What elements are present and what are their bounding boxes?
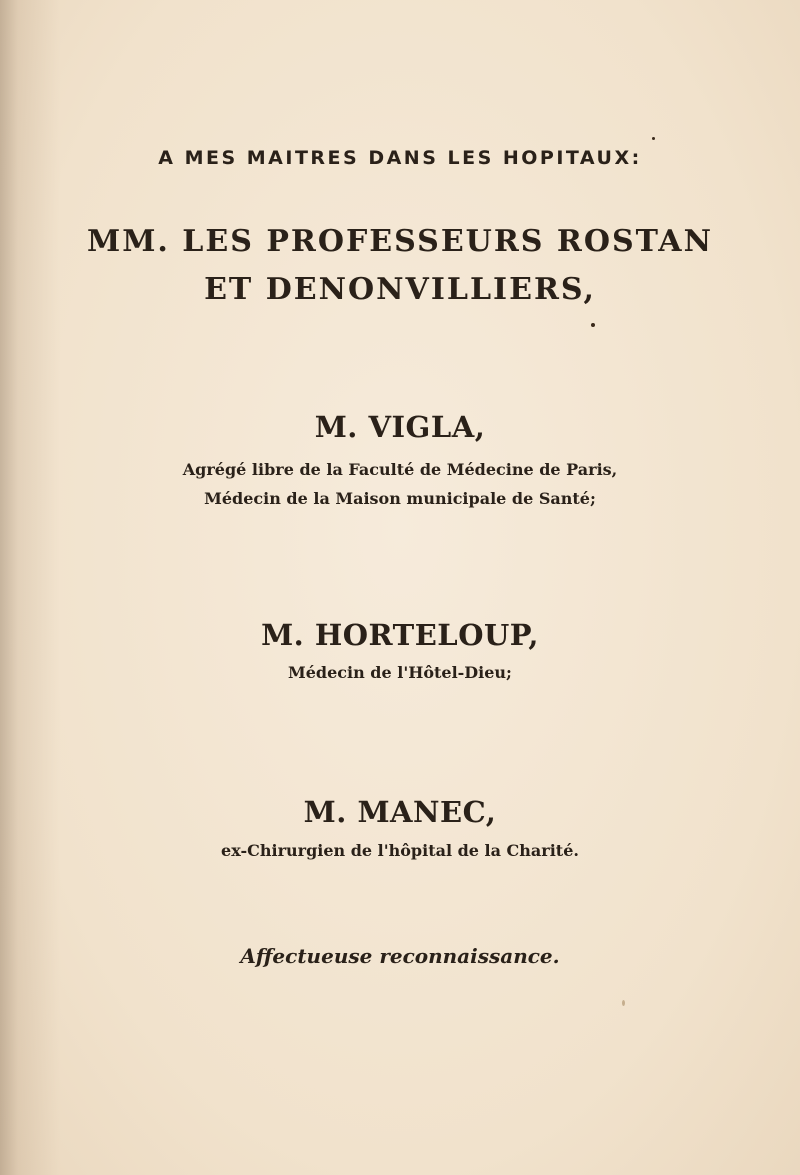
person-name-manec: M. MANEC,	[303, 795, 497, 829]
person-title: ex-Chirurgien de l'hôpital de la Charité.	[221, 841, 579, 860]
person-title: Agrégé libre de la Faculté de Médecine de Paris,	[182, 460, 618, 479]
closing-line: Affectueuse reconnaissance.	[240, 944, 560, 968]
person-title: Médecin de l'Hôtel-Dieu;	[288, 663, 512, 682]
ink-speck	[622, 1000, 625, 1006]
person-title: Médecin de la Maison municipale de Santé;	[204, 489, 596, 508]
ink-speck	[591, 323, 595, 327]
person-name-vigla: M. VIGLA,	[314, 410, 486, 444]
dedication-heading: A MES MAITRES DANS LES HOPITAUX:	[158, 147, 642, 169]
ink-speck	[652, 137, 655, 140]
professors-line-1: MM. LES PROFESSEURS ROSTAN	[86, 224, 713, 259]
professors-line-2: ET DENONVILLIERS,	[204, 272, 596, 307]
person-name-horteloup: M. HORTELOUP,	[261, 618, 539, 652]
